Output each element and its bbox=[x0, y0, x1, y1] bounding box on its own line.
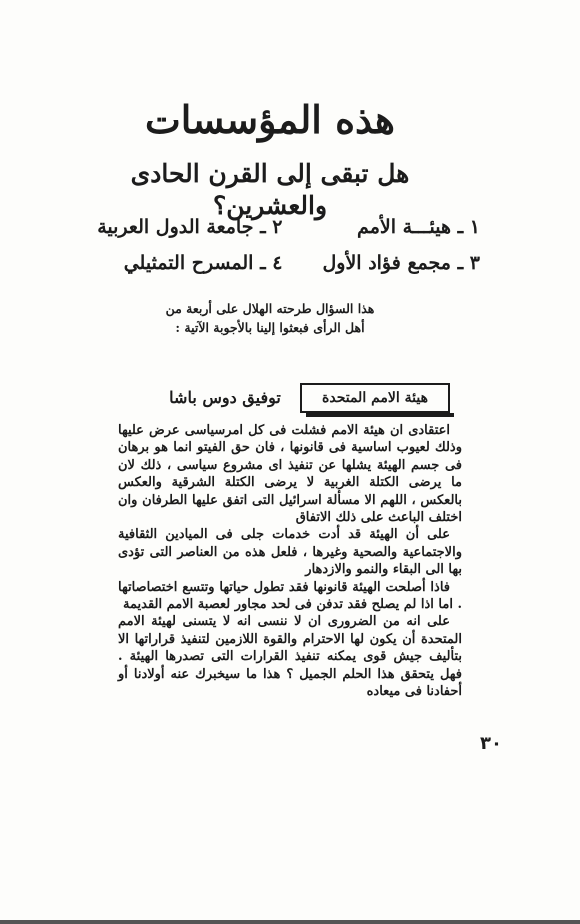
body-paragraph: على أن الهيئة قد أدت خدمات جلى فى الميادين الثقافية والاجتماعية والصحية وغيرها ، فلعل هذه من العناصر التى تؤدى بها الى البقاء والنمو والازدهار bbox=[118, 527, 462, 578]
intro-line: هذا السؤال طرحته الهلال على أربعة من bbox=[165, 301, 375, 316]
body-paragraph: فاذا أصلحت الهيئة قانونها فقد تطول حياتها وتتسع اختصاصاتها . اما اذا لم يصلح فقد تدفن فى لحد مجاور لعصبة الامم القديمة bbox=[118, 579, 462, 613]
author-name: توفيق دوس باشا bbox=[169, 388, 281, 407]
organizations-list bbox=[97, 212, 480, 278]
intro-note bbox=[150, 299, 390, 337]
article-subtitle: هل تبقى إلى القرن الحادى والعشرين؟ bbox=[130, 159, 410, 220]
organization-item: ١ ـ هيئـــة الأمم bbox=[357, 216, 480, 238]
section-heading-box bbox=[300, 383, 450, 413]
organization-item: ٤ ـ المسرح التمثيلي bbox=[123, 252, 283, 274]
page-number: ٣٠ bbox=[480, 733, 502, 754]
article-body bbox=[118, 422, 462, 701]
body-paragraph: اعتقادى ان هيئة الامم فشلت فى كل امرسياسى عرض عليها وذلك لعيوب اساسية فى قانونها ، فان حق الفيتو انما هو برهان فى جسم الهيئة يشلها عن تنفيذ اى مشروع سياسى ، ذلك لان ما يرضى الكتلة الغربية لا يرضى الكتلة الشرقية والعكس بالعكس ، اللهم الا مسألة اسرائيل التى اتفق عليها الطرفان وان اختلف الباعث على ذلك الاتفاق bbox=[118, 423, 462, 526]
organization-item: ٣ ـ مجمع فؤاد الأول bbox=[322, 252, 480, 274]
article-title: هذه المؤسسات bbox=[145, 97, 395, 142]
organization-item: ٢ ـ جامعة الدول العربية bbox=[97, 216, 283, 238]
intro-line: أهل الرأى فبعثوا إلينا بالأجوبة الآتية : bbox=[175, 320, 365, 335]
section-heading: هيئة الامم المتحدة bbox=[322, 390, 428, 406]
body-paragraph: على انه من الضرورى ان لا ننسى انه لا يتسنى لهيئة الامم المتحدة أن يكون لها الاحترام والقوة اللازمين لتنفيذ قراراتها الا بتأليف جيش قوى يمكنه تنفيذ القرارات التى تصدرها الهيئة . فهل يتحقق هذا الحلم الجميل ؟ هذا ما سيخبرك عنه أولادنا أو أحفادنا فى ميعاده bbox=[118, 614, 462, 700]
page-bottom-edge bbox=[0, 920, 580, 924]
